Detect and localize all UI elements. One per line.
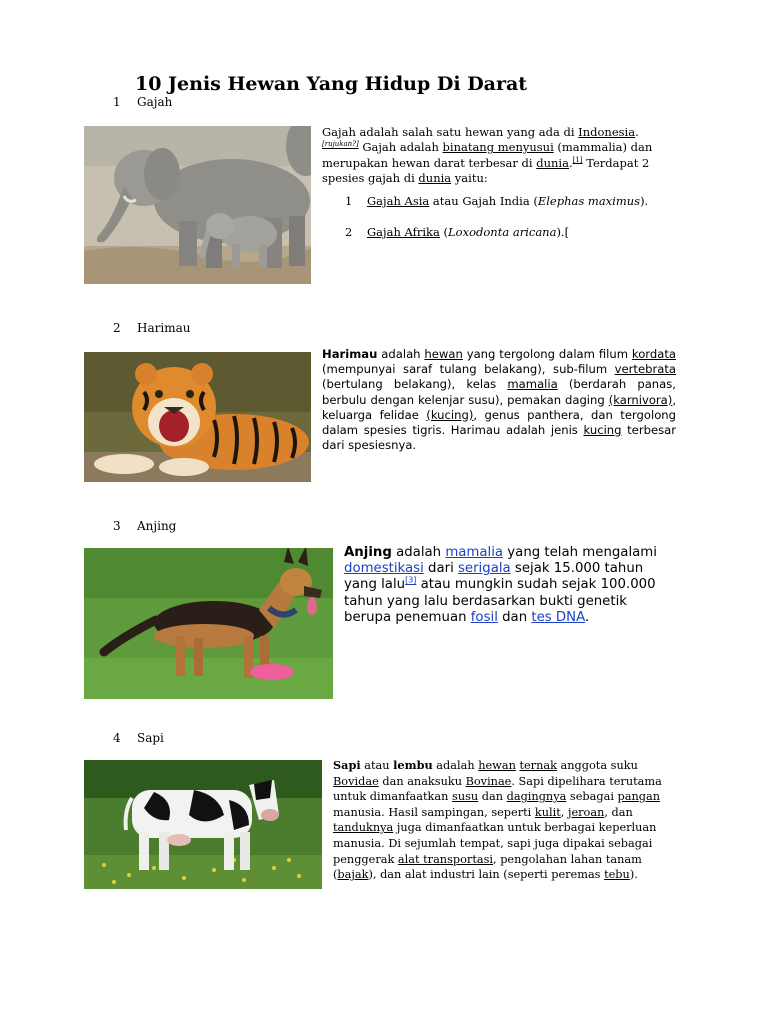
link-ternak[interactable]: ternak xyxy=(519,759,557,772)
link-bovidae[interactable]: Bovidae xyxy=(333,774,379,788)
link-jeroan[interactable]: jeroan xyxy=(567,805,605,819)
link-mamalia[interactable]: mamalia xyxy=(507,377,558,392)
section-paragraph: Gajah adalah salah satu hewan yang ada di Indonesia. [rujukan?] Gajah adalah binatang menyusui (mammalia) dan merupakan hewan darat terbesar di dunia.[1] Terdapat 2 spesies gajah di dunia yaitu: xyxy=(322,125,653,186)
link-kucing[interactable]: kucing xyxy=(583,423,622,438)
link-tes-dna[interactable]: tes DNA xyxy=(531,609,585,625)
link-hewan[interactable]: hewan xyxy=(424,347,463,361)
citation-1[interactable]: [1] xyxy=(572,155,583,164)
link-kulit[interactable]: kulit xyxy=(534,805,561,819)
section-number: 2 xyxy=(113,321,121,335)
tiger-photo xyxy=(84,352,311,482)
section-heading: Gajah xyxy=(137,95,173,109)
list-item: 2 Gajah Afrika (Loxodonta aricana).[ xyxy=(345,225,570,239)
link-tebu[interactable]: tebu xyxy=(604,868,630,882)
link-kucing[interactable]: (kucing) xyxy=(426,407,474,422)
link-gajah-asia[interactable]: Gajah Asia xyxy=(367,194,430,208)
link-vertebrata[interactable]: vertebrata xyxy=(614,362,676,377)
link-mamalia[interactable]: mamalia xyxy=(445,545,504,560)
link-hewan[interactable]: hewan xyxy=(478,759,516,772)
list-item: 1 Gajah Asia atau Gajah India (Elephas maximus). xyxy=(345,194,649,208)
link-karnivora[interactable]: (karnivora) xyxy=(608,392,673,407)
link-serigala[interactable]: serigala xyxy=(457,561,511,577)
elephant-photo xyxy=(84,126,311,284)
link-dagingnya[interactable]: dagingnya xyxy=(506,790,567,804)
citation-needed[interactable]: [rujukan?] xyxy=(322,140,359,149)
dog-photo xyxy=(84,548,333,699)
link-fosil[interactable]: fosil xyxy=(470,609,498,625)
link-tanduknya[interactable]: tanduknya xyxy=(333,821,394,835)
section-heading: Sapi xyxy=(137,731,164,745)
section-number: 4 xyxy=(113,731,121,745)
link-susu[interactable]: susu xyxy=(452,790,479,804)
link-domestikasi[interactable]: domestikasi xyxy=(344,561,424,577)
citation-3[interactable]: [3] xyxy=(405,575,417,585)
cow-photo xyxy=(84,760,322,889)
section-heading: Harimau xyxy=(137,321,191,335)
link-kordata[interactable]: kordata xyxy=(631,347,676,361)
link-pangan[interactable]: pangan xyxy=(617,790,661,804)
link-binatang-menyusui[interactable]: binatang menyusui xyxy=(442,140,554,155)
link-dunia[interactable]: dunia xyxy=(536,155,569,170)
page-title: 10 Jenis Hewan Yang Hidup Di Darat xyxy=(135,73,528,95)
link-gajah-afrika[interactable]: Gajah Afrika xyxy=(367,225,440,239)
section-number: 3 xyxy=(113,519,121,533)
section-paragraph: Harimau adalah hewan yang tergolong dalam filum kordata (mempunyai saraf tulang belakang), sub-filum vertebrata (bertulang belakang), kelas mamalia (berdarah panas, berbulu dengan kelenjar susu), pemakan daging (karnivora), keluarga felidae (kucing), genus panthera, dan tergolong dalam spesies tigris. Harimau adalah jenis kucing terbesar dari spesiesnya. xyxy=(322,347,676,453)
link-indonesia[interactable]: Indonesia xyxy=(578,125,636,139)
section-number: 1 xyxy=(113,95,121,109)
link-bovinae[interactable]: Bovinae xyxy=(465,774,512,788)
link-dunia[interactable]: dunia xyxy=(418,171,452,186)
section-paragraph: Sapi atau lembu adalah hewan ternak anggota suku Bovidae dan anaksuku Bovinae. Sapi dipelihara terutama untuk dimanfaatkan susu dan dagingnya sebagai pangan manusia. Hasil sampingan, seperti kulit, jeroan, dan tanduknya juga dimanfaatkan untuk berbagai keperluan manusia. Di sejumlah tempat, sapi juga dipakai sebagai penggerak alat transportasi, pengolahan lahan tanam (bajak), dan alat industri lain (seperti peremas tebu). xyxy=(333,758,662,882)
section-paragraph: Anjing adalah mamalia yang telah mengalami domestikasi dari serigala sejak 15.000 tahun yang lalu[3] atau mungkin sudah sejak 100.000 tahun yang lalu berdasarkan bukti genetik berupa penemuan fosil dan tes DNA. xyxy=(344,545,657,625)
link-alat-transportasi[interactable]: alat transportasi xyxy=(397,852,494,866)
section-heading: Anjing xyxy=(137,519,177,533)
link-bajak[interactable]: bajak xyxy=(337,868,369,882)
